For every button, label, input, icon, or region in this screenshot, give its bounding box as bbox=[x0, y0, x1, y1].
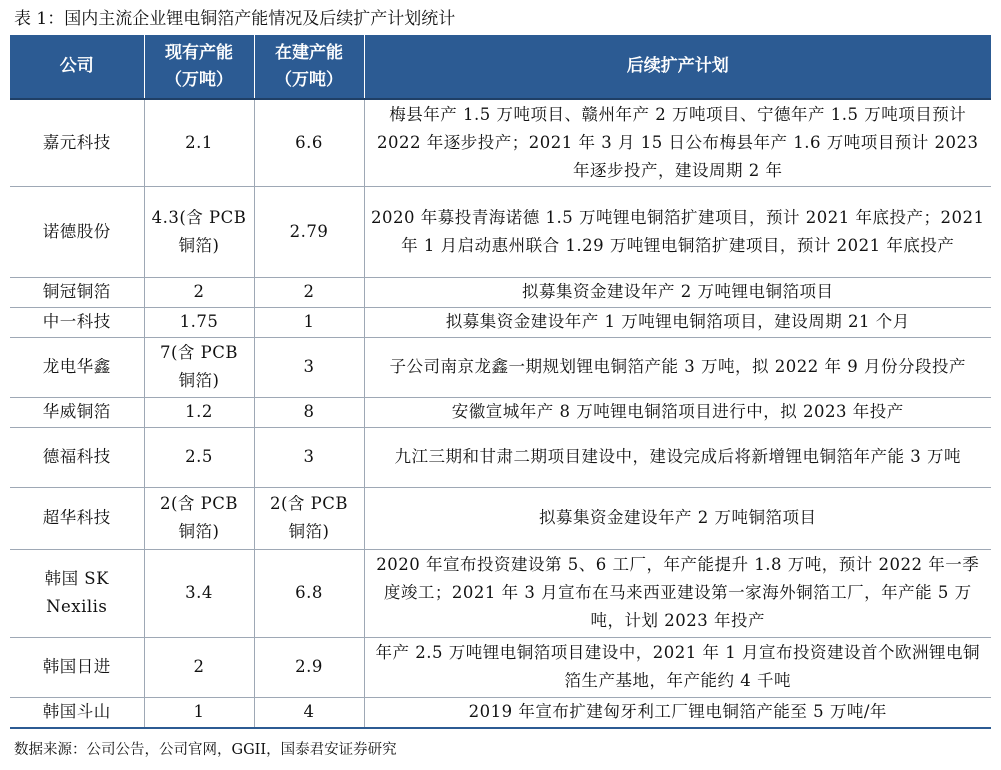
cell-plan: 梅县年产 1.5 万吨项目、赣州年产 2 万吨项目、宁德年产 1.5 万吨项目预计 2022 年逐步投产；2021 年 3 月 15 日公布梅县年产 1.6 万吨项目预计 2023 年逐步投产，建设周期 2 年 bbox=[364, 99, 991, 186]
cell-company: 韩国斗山 bbox=[10, 697, 144, 728]
header-building-line1: 在建产能 bbox=[275, 42, 343, 63]
cell-plan: 九江三期和甘肃二期项目建设中，建设完成后将新增锂电铜箔年产能 3 万吨 bbox=[364, 427, 991, 487]
cell-existing: 2.1 bbox=[144, 99, 254, 186]
cell-building: 2.79 bbox=[254, 186, 364, 277]
table-row bbox=[10, 337, 991, 397]
table-row bbox=[10, 186, 991, 277]
cell-plan: 子公司南京龙鑫一期规划锂电铜箔产能 3 万吨，拟 2022 年 9 月份分段投产 bbox=[364, 337, 991, 397]
header-building-line2: （万吨） bbox=[275, 69, 343, 90]
table-row bbox=[10, 697, 991, 728]
cell-existing: 2 bbox=[144, 277, 254, 307]
capacity-table bbox=[10, 35, 991, 729]
header-row bbox=[10, 35, 991, 99]
cell-building: 6.6 bbox=[254, 99, 364, 186]
data-source-note: 数据来源：公司公告，公司官网，GGII，国泰君安证券研究 bbox=[14, 742, 397, 758]
cell-company: 韩国 SK Nexilis bbox=[10, 549, 144, 637]
cell-existing: 2.5 bbox=[144, 427, 254, 487]
cell-company: 中一科技 bbox=[10, 307, 144, 337]
table-row bbox=[10, 637, 991, 697]
cell-existing: 2 bbox=[144, 637, 254, 697]
cell-company: 铜冠铜箔 bbox=[10, 277, 144, 307]
table-row bbox=[10, 307, 991, 337]
cell-plan: 拟募集资金建设年产 2 万吨锂电铜箔项目 bbox=[364, 277, 991, 307]
cell-existing: 2(含 PCB 铜箔) bbox=[144, 487, 254, 549]
cell-existing: 3.4 bbox=[144, 549, 254, 637]
header-expansion-plan: 后续扩产计划 bbox=[364, 35, 991, 99]
header-company: 公司 bbox=[10, 35, 144, 99]
cell-plan: 2020 年宣布投资建设第 5、6 工厂，年产能提升 1.8 万吨，预计 2022 年一季度竣工；2021 年 3 月宣布在马来西亚建设第一家海外铜箔工厂，年产能 5 万吨，计划 2023 年投产 bbox=[364, 549, 991, 637]
table-title: 表 1：国内主流企业锂电铜箔产能情况及后续扩产计划统计 bbox=[14, 9, 456, 29]
header-building-capacity bbox=[254, 35, 364, 99]
cell-plan: 年产 2.5 万吨锂电铜箔项目建设中，2021 年 1 月宣布投资建设首个欧洲锂电铜箔生产基地，年产能约 4 千吨 bbox=[364, 637, 991, 697]
cell-existing: 7(含 PCB 铜箔) bbox=[144, 337, 254, 397]
cell-plan: 2019 年宣布扩建匈牙利工厂锂电铜箔产能至 5 万吨/年 bbox=[364, 697, 991, 728]
cell-building: 3 bbox=[254, 427, 364, 487]
cell-building: 8 bbox=[254, 397, 364, 427]
cell-existing: 4.3(含 PCB 铜箔) bbox=[144, 186, 254, 277]
cell-building: 3 bbox=[254, 337, 364, 397]
cell-plan: 拟募集资金建设年产 1 万吨锂电铜箔项目，建设周期 21 个月 bbox=[364, 307, 991, 337]
table-row bbox=[10, 549, 991, 637]
table-row bbox=[10, 99, 991, 186]
header-existing-line1: 现有产能 bbox=[165, 42, 233, 63]
cell-building: 2.9 bbox=[254, 637, 364, 697]
cell-company: 嘉元科技 bbox=[10, 99, 144, 186]
cell-building: 1 bbox=[254, 307, 364, 337]
header-existing-capacity bbox=[144, 35, 254, 99]
cell-existing: 1.75 bbox=[144, 307, 254, 337]
table-row bbox=[10, 487, 991, 549]
header-existing-line2: （万吨） bbox=[165, 69, 233, 90]
cell-building: 4 bbox=[254, 697, 364, 728]
table-row bbox=[10, 277, 991, 307]
cell-existing: 1 bbox=[144, 697, 254, 728]
cell-building: 2 bbox=[254, 277, 364, 307]
cell-company: 诺德股份 bbox=[10, 186, 144, 277]
table-row bbox=[10, 427, 991, 487]
cell-company: 德福科技 bbox=[10, 427, 144, 487]
cell-plan: 拟募集资金建设年产 2 万吨铜箔项目 bbox=[364, 487, 991, 549]
cell-existing: 1.2 bbox=[144, 397, 254, 427]
table-row bbox=[10, 397, 991, 427]
cell-building: 2(含 PCB 铜箔) bbox=[254, 487, 364, 549]
cell-company: 龙电华鑫 bbox=[10, 337, 144, 397]
cell-company: 超华科技 bbox=[10, 487, 144, 549]
cell-company: 华威铜箔 bbox=[10, 397, 144, 427]
cell-building: 6.8 bbox=[254, 549, 364, 637]
cell-plan: 安徽宣城年产 8 万吨锂电铜箔项目进行中，拟 2023 年投产 bbox=[364, 397, 991, 427]
cell-company: 韩国日进 bbox=[10, 637, 144, 697]
cell-plan: 2020 年募投青海诺德 1.5 万吨锂电铜箔扩建项目，预计 2021 年底投产；2021 年 1 月启动惠州联合 1.29 万吨锂电铜箔扩建项目，预计 2021 年底投产 bbox=[364, 186, 991, 277]
